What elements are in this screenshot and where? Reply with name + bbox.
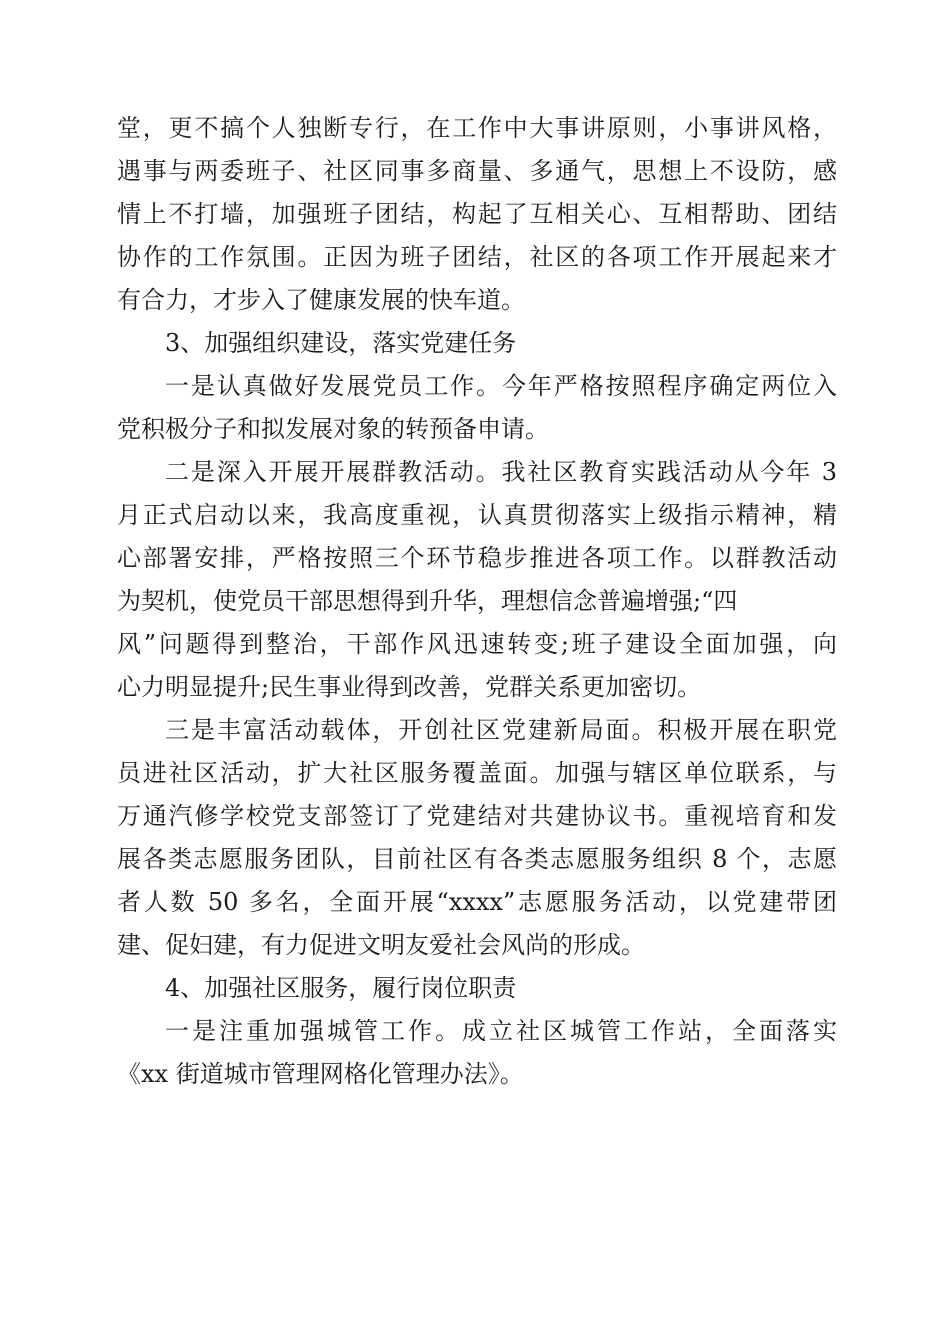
- text-line: 二是深入开展开展群教活动。我社区教育实践活动从今年 3: [165, 458, 837, 486]
- text-line: 一是注重加强城管工作。成立社区城管工作站，全面落实: [165, 1017, 837, 1045]
- text-line: 万通汽修学校党支部签订了党建结对共建协议书。重视培育和发: [117, 802, 837, 830]
- text-line: 者人数 50 多名，全面开展“xxxx”志愿服务活动，以党建带团: [117, 888, 837, 916]
- section-heading: 3、加强组织建设，落实党建任务: [165, 329, 517, 357]
- text-line: 遇事与两委班子、社区同事多商量、多通气，思想上不设防，感: [117, 157, 837, 185]
- text-line: 月正式启动以来，我高度重视，认真贯彻落实上级指示精神，精: [117, 501, 837, 529]
- text-line: 有合力，才步入了健康发展的快车道。: [117, 286, 525, 314]
- section-heading: 4、加强社区服务，履行岗位职责: [165, 974, 517, 1002]
- text-line: 堂，更不搞个人独断专行，在工作中大事讲原则，小事讲风格，: [117, 114, 837, 142]
- text-line: 协作的工作氛围。正因为班子团结，社区的各项工作开展起来才: [117, 243, 837, 271]
- text-line: 心力明显提升;民生事业得到改善，党群关系更加密切。: [117, 673, 702, 701]
- text-line: 《xx 街道城市管理网格化管理办法》。: [117, 1060, 524, 1088]
- text-line: 一是认真做好发展党员工作。今年严格按照程序确定两位入: [165, 372, 837, 400]
- text-line: 党积极分子和拟发展对象的转预备申请。: [117, 415, 549, 443]
- text-line: 员进社区活动，扩大社区服务覆盖面。加强与辖区单位联系，与: [117, 759, 837, 787]
- text-line: 风”问题得到整治，干部作风迅速转变;班子建设全面加强，向: [117, 630, 837, 658]
- document-body: [117, 107, 837, 1096]
- text-line: 三是丰富活动载体，开创社区党建新局面。积极开展在职党: [165, 716, 837, 744]
- text-line: 情上不打墙，加强班子团结，构起了互相关心、互相帮助、团结: [117, 200, 837, 228]
- text-line: 为契机，使党员干部思想得到升华，理想信念普遍增强;“四: [117, 587, 738, 615]
- text-line: 心部署安排，严格按照三个环节稳步推进各项工作。以群教活动: [117, 544, 837, 572]
- text-line: 建、促妇建，有力促进文明友爱社会风尚的形成。: [117, 931, 645, 959]
- text-line: 展各类志愿服务团队，目前社区有各类志愿服务组织 8 个，志愿: [117, 845, 837, 873]
